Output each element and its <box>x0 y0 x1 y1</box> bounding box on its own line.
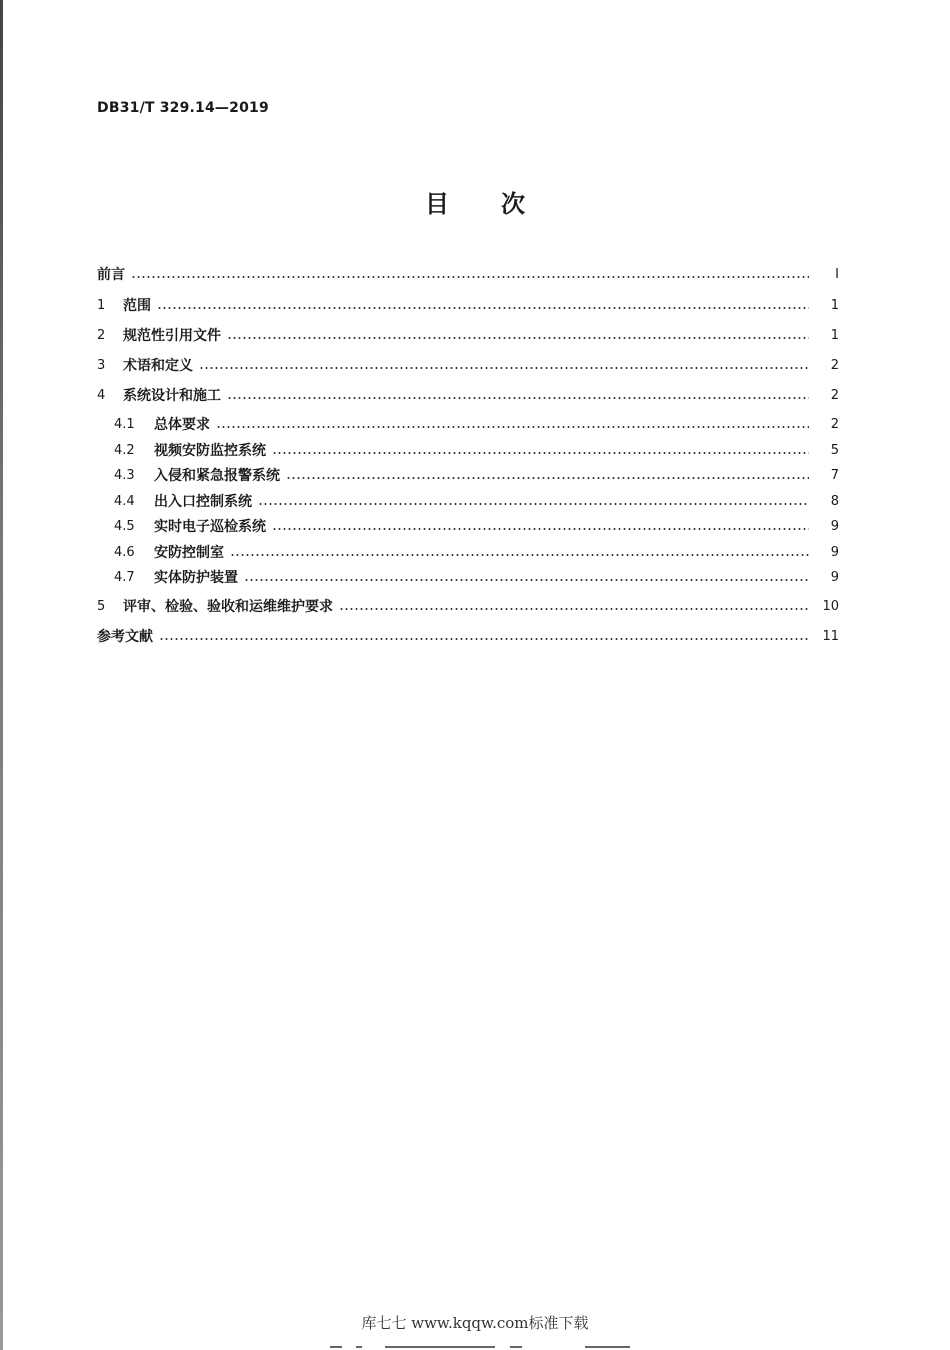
toc-entry-number: 4.6 <box>114 544 135 560</box>
toc-entry-4-6[interactable] <box>114 541 839 563</box>
toc-title-char-2: 次 <box>501 190 525 218</box>
dot-leader <box>131 276 809 278</box>
toc-entry-label: 术语和定义 <box>123 358 193 374</box>
toc-entry-page: 2 <box>830 416 839 432</box>
toc-entry-label: 范围 <box>123 298 151 314</box>
toc-entry-page: 9 <box>830 518 839 534</box>
document-code: DB31/T 329.14—2019 <box>97 100 269 116</box>
dot-leader <box>272 452 809 454</box>
toc-entry-1[interactable] <box>97 294 839 316</box>
toc-entry-4-1[interactable] <box>114 413 839 435</box>
toc-entry-number: 1 <box>97 297 106 313</box>
dot-leader <box>286 477 809 479</box>
toc-entry-number: 4.1 <box>114 416 135 432</box>
toc-entry-number: 4 <box>97 387 106 403</box>
toc-entry-label: 视频安防监控系统 <box>154 443 266 459</box>
toc-entry-page: Ⅰ <box>835 266 839 282</box>
dot-leader <box>272 528 809 530</box>
toc-entry-page: 7 <box>830 467 839 483</box>
toc-entry-number: 4.3 <box>114 467 135 483</box>
toc-entry-page: 5 <box>830 442 839 458</box>
toc-entry-foreword[interactable] <box>97 263 839 285</box>
toc-title <box>0 184 950 219</box>
toc-entry-number: 5 <box>97 598 106 614</box>
toc-entry-number: 4.5 <box>114 518 135 534</box>
toc-entry-4-4[interactable] <box>114 490 839 512</box>
toc-entry-label: 系统设计和施工 <box>123 388 221 404</box>
toc-entry-page: 9 <box>830 544 839 560</box>
scan-bottom-marks <box>0 1343 950 1350</box>
dot-leader <box>157 307 809 309</box>
toc-entry-number: 4.7 <box>114 569 135 585</box>
dot-leader <box>258 503 809 505</box>
toc-entry-label: 入侵和紧急报警系统 <box>154 468 280 484</box>
toc-entry-page: 1 <box>830 297 839 313</box>
dot-leader <box>227 397 809 399</box>
toc-entry-label: 实体防护装置 <box>154 570 238 586</box>
dot-leader <box>159 638 809 640</box>
dot-leader <box>244 579 809 581</box>
toc-entry-label: 前言 <box>97 267 125 283</box>
toc-entry-page: 10 <box>822 598 839 614</box>
toc-entry-page: 2 <box>830 387 839 403</box>
dot-leader <box>216 426 809 428</box>
toc-entry-label: 出入口控制系统 <box>154 494 252 510</box>
toc-entry-number: 4.4 <box>114 493 135 509</box>
toc-entry-page: 1 <box>830 327 839 343</box>
toc-entry-label: 评审、检验、验收和运维维护要求 <box>123 599 333 615</box>
toc-title-char-1: 目 <box>425 190 449 218</box>
toc-entry-references[interactable] <box>97 625 839 647</box>
toc-entry-4-5[interactable] <box>114 515 839 537</box>
dot-leader <box>339 608 809 610</box>
toc-entry-page: 2 <box>830 357 839 373</box>
toc-entry-3[interactable] <box>97 354 839 376</box>
dot-leader <box>199 367 809 369</box>
toc-entry-page: 9 <box>830 569 839 585</box>
toc-entry-label: 总体要求 <box>154 417 210 433</box>
toc-entry-4[interactable] <box>97 384 839 406</box>
toc-entry-4-2[interactable] <box>114 439 839 461</box>
toc-entry-label: 实时电子巡检系统 <box>154 519 266 535</box>
toc-entry-page: 11 <box>822 628 839 644</box>
toc-entry-number: 3 <box>97 357 106 373</box>
toc-entry-number: 2 <box>97 327 106 343</box>
toc-entry-2[interactable] <box>97 324 839 346</box>
toc-entry-4-3[interactable] <box>114 464 839 486</box>
toc-entry-5[interactable] <box>97 595 839 617</box>
toc-entry-label: 安防控制室 <box>154 545 224 561</box>
toc-entry-4-7[interactable] <box>114 566 839 588</box>
toc-entry-label: 参考文献 <box>97 629 153 645</box>
toc-entry-page: 8 <box>830 493 839 509</box>
toc-entry-number: 4.2 <box>114 442 135 458</box>
dot-leader <box>227 337 809 339</box>
dot-leader <box>230 554 809 556</box>
footer-watermark: 库七七 www.kqqw.com标准下载 <box>361 1314 589 1332</box>
toc-entry-label: 规范性引用文件 <box>123 328 221 344</box>
